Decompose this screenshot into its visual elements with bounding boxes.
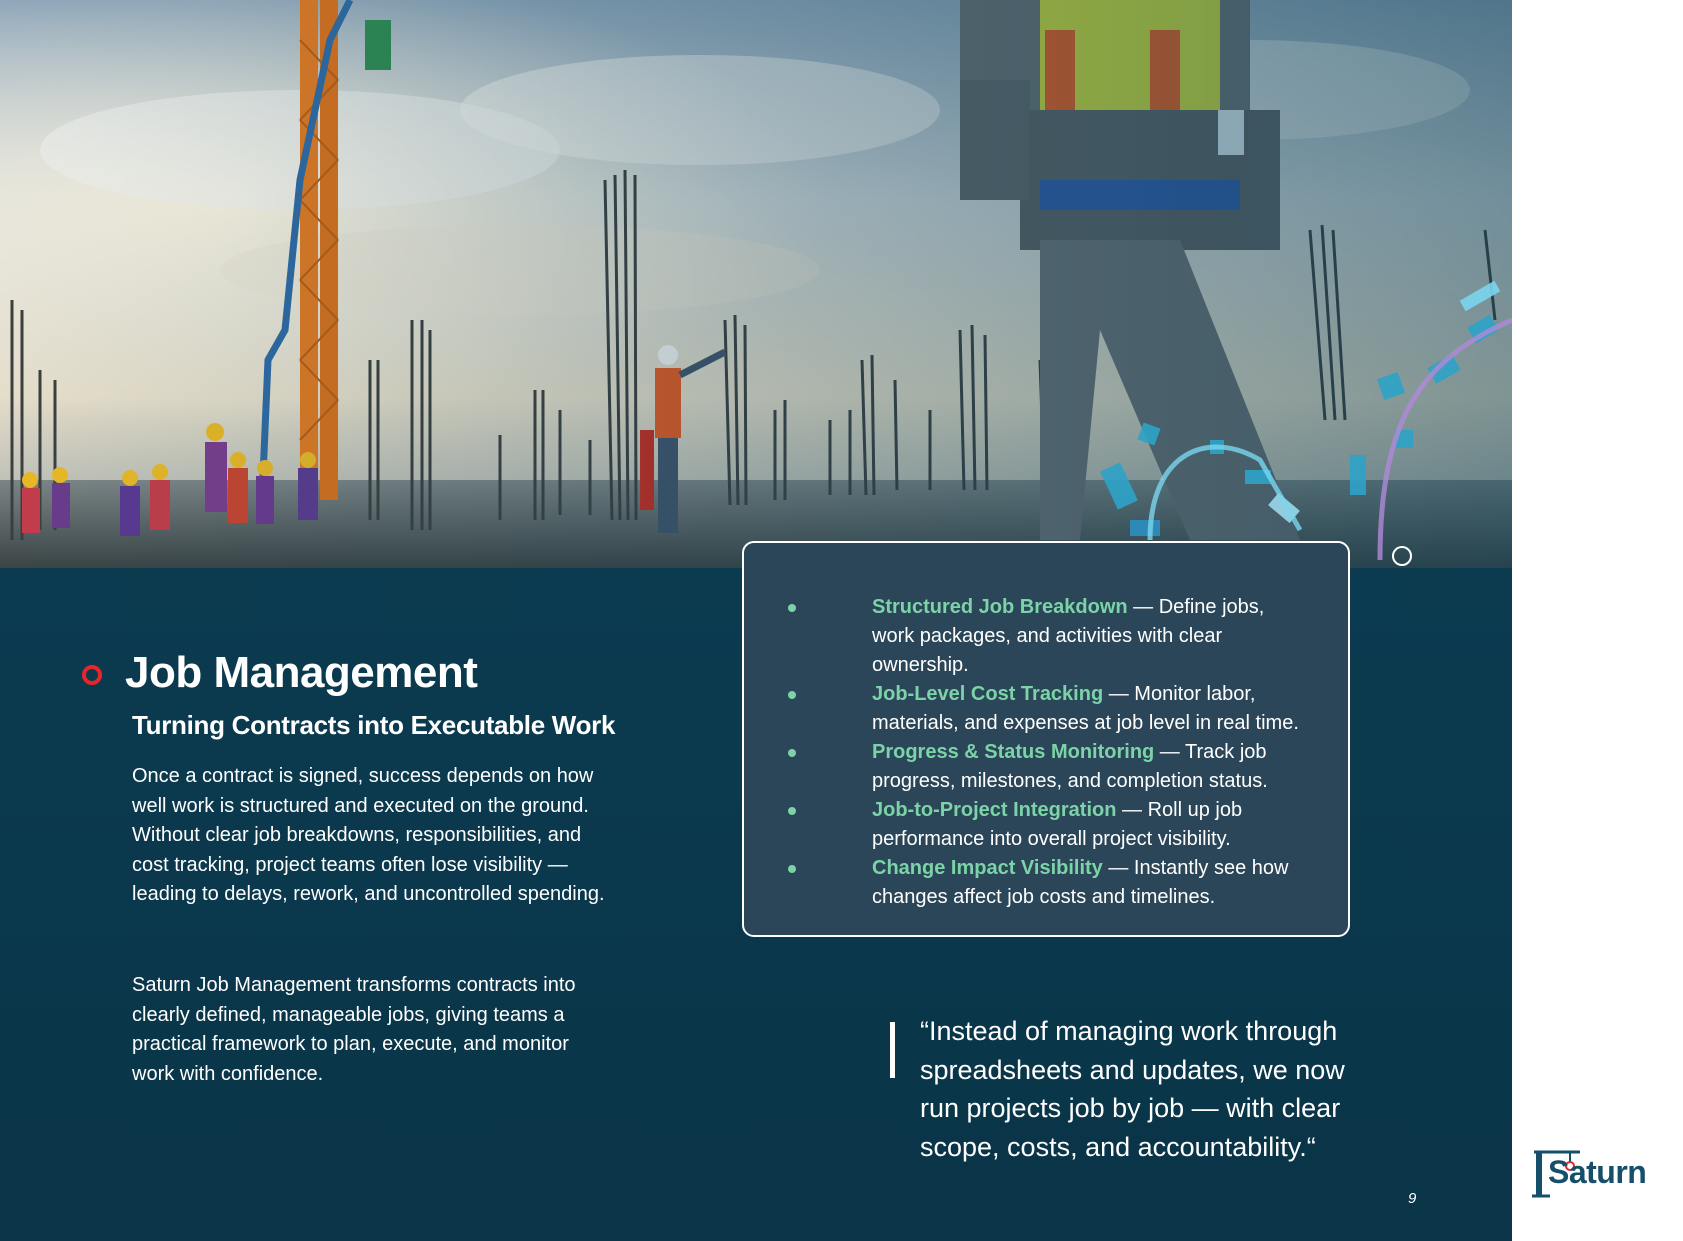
logo-wordmark: Saturn — [1548, 1154, 1647, 1190]
intro-paragraph-2: Saturn Job Management transforms contracts into clearly defined, manageable jobs, giving teams a practical framework to plan, execute, and monitor work with confidence. — [132, 974, 576, 1085]
saturn-logo — [1526, 1140, 1666, 1200]
feature-item — [788, 738, 1308, 796]
feature-name: Job-Level Cost Tracking — [872, 683, 1104, 705]
construction-site-image — [0, 0, 1512, 568]
feature-description: — Monitor labor, materials, and expenses at job level in real time. — [872, 683, 1299, 734]
page-title: Job Management — [125, 648, 478, 697]
feature-name: Structured Job Breakdown — [872, 596, 1128, 618]
features-box — [742, 541, 1350, 937]
feature-item — [788, 854, 1308, 912]
section-header — [82, 648, 642, 741]
page-number: 9 — [1408, 1190, 1417, 1207]
testimonial-quote: “Instead of managing work through spreadsheets and updates, we now run projects job by job — with clear scope, costs, and accountability.“ — [920, 1016, 1345, 1162]
feature-description: — Track job progress, milestones, and completion status. — [872, 741, 1268, 792]
feature-item — [788, 680, 1308, 738]
feature-name: Job-to-Project Integration — [872, 799, 1117, 821]
features-list — [788, 593, 1308, 912]
title-row — [82, 648, 642, 698]
circle-outline-icon — [82, 665, 102, 685]
intro-paragraph-1: Once a contract is signed, success depends on how well work is structured and executed on the ground. Without clear job breakdowns, responsibilities, and cost tracking, project teams often lose visibility — leading to delays, rework, and uncontrolled spending. — [132, 765, 605, 905]
hero-photo — [0, 0, 1512, 568]
feature-name: Progress & Status Monitoring — [872, 741, 1155, 763]
feature-description: — Roll up job performance into overall project visibility. — [872, 799, 1243, 850]
feature-item — [788, 593, 1308, 680]
feature-description: — Define jobs, work packages, and activities with clear ownership. — [872, 596, 1265, 676]
feature-description: — Instantly see how changes affect job costs and timelines. — [872, 857, 1289, 908]
quote-bar — [890, 1022, 895, 1078]
page-subtitle: Turning Contracts into Executable Work — [132, 710, 616, 740]
feature-item — [788, 796, 1308, 854]
feature-name: Change Impact Visibility — [872, 857, 1103, 879]
